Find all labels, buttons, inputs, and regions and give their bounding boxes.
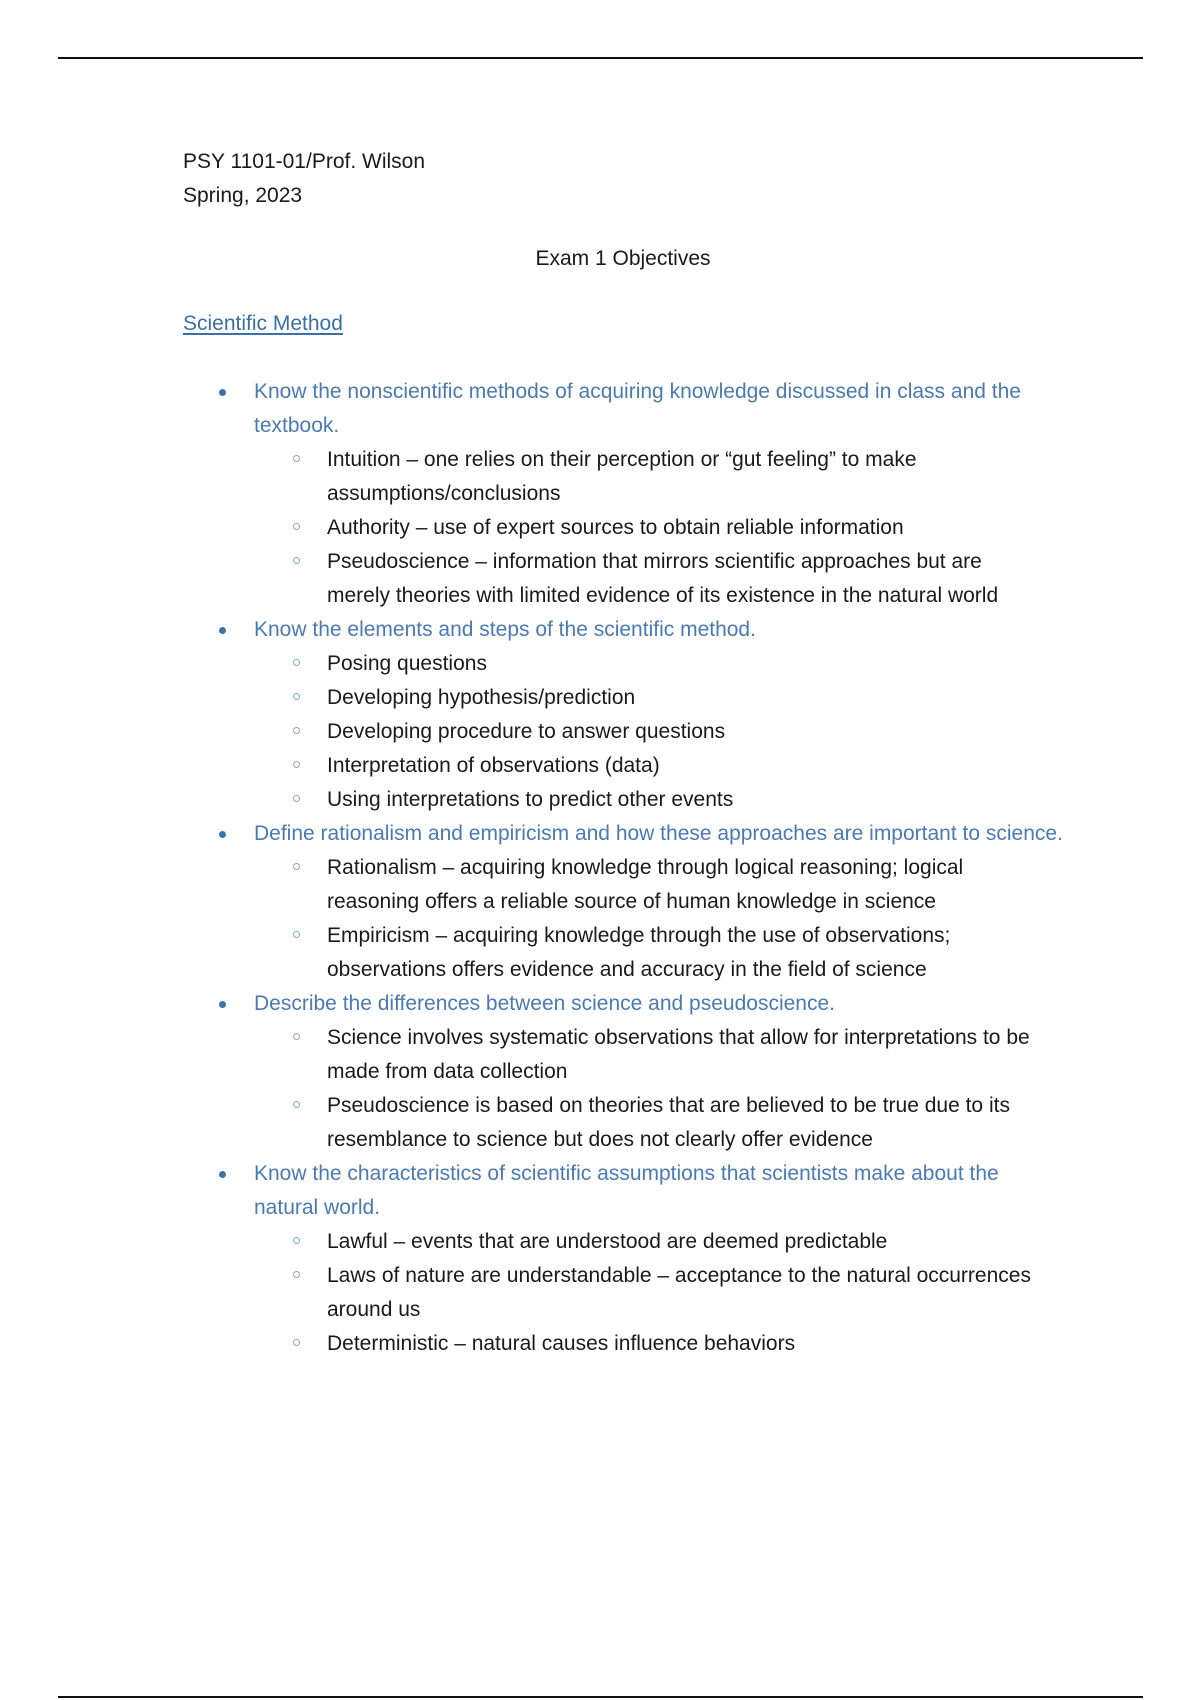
hollow-bullet-icon <box>293 1033 300 1040</box>
hollow-bullet-icon <box>293 1237 300 1244</box>
objective-details <box>254 1225 1063 1361</box>
detail-item <box>254 1259 1063 1327</box>
bullet-icon <box>219 831 226 838</box>
detail-text: Interpretation of observations (data) <box>327 754 660 777</box>
bullet-icon <box>219 627 226 634</box>
hollow-bullet-icon <box>293 1271 300 1278</box>
hollow-bullet-icon <box>293 557 300 564</box>
detail-item <box>254 443 1063 511</box>
detail-text: Developing procedure to answer questions <box>327 720 726 743</box>
page-title: Exam 1 Objectives <box>535 247 711 270</box>
detail-text: Intuition – one relies on their perception or “gut feeling” to make assumptions/conclusions <box>327 448 917 505</box>
hollow-bullet-icon <box>293 693 300 700</box>
detail-item <box>254 715 1063 749</box>
hollow-bullet-icon <box>293 1339 300 1346</box>
hollow-bullet-icon <box>293 761 300 768</box>
detail-item <box>254 1021 1063 1089</box>
hollow-bullet-icon <box>293 931 300 938</box>
objective-text: Describe the differences between science and pseudoscience. <box>254 992 835 1015</box>
objective-item <box>183 1157 1063 1361</box>
detail-item <box>254 647 1063 681</box>
detail-text: Pseudoscience – information that mirrors scientific approaches but are merely theories with limited evidence of its existence in the natural world <box>327 550 999 607</box>
detail-text: Developing hypothesis/prediction <box>327 686 636 709</box>
detail-item <box>254 681 1063 715</box>
objective-details <box>254 647 1063 817</box>
objective-item <box>183 613 1063 817</box>
detail-text: Using interpretations to predict other events <box>327 788 734 811</box>
section-heading: Scientific Method <box>183 312 343 335</box>
term-line: Spring, 2023 <box>183 184 303 207</box>
detail-text: Rationalism – acquiring knowledge through logical reasoning; logical reasoning offers a reliable source of human knowledge in science <box>327 856 964 913</box>
detail-text: Authority – use of expert sources to obtain reliable information <box>327 516 904 539</box>
bullet-icon <box>219 1171 226 1178</box>
hollow-bullet-icon <box>293 523 300 530</box>
detail-text: Science involves systematic observations that allow for interpretations to be made from data collection <box>327 1026 1030 1083</box>
bullet-icon <box>219 1001 226 1008</box>
top-rule <box>58 57 1143 59</box>
objective-item <box>183 375 1063 613</box>
hollow-bullet-icon <box>293 659 300 666</box>
bottom-rule <box>58 1696 1143 1698</box>
detail-text: Pseudoscience is based on theories that are believed to be true due to its resemblance to science but does not clearly offer evidence <box>327 1094 1010 1151</box>
detail-item <box>254 1089 1063 1157</box>
objective-text: Define rationalism and empiricism and how these approaches are important to science. <box>254 822 1063 845</box>
detail-text: Lawful – events that are understood are deemed predictable <box>327 1230 888 1253</box>
hollow-bullet-icon <box>293 727 300 734</box>
objective-details <box>254 1021 1063 1157</box>
objectives-list <box>183 375 1063 1361</box>
objective-item <box>183 817 1063 987</box>
hollow-bullet-icon <box>293 1101 300 1108</box>
detail-item <box>254 1225 1063 1259</box>
objective-text: Know the characteristics of scientific assumptions that scientists make about the natural world. <box>254 1162 999 1219</box>
detail-item <box>254 1327 1063 1361</box>
document-page <box>183 145 1063 1361</box>
detail-text: Empiricism – acquiring knowledge through the use of observations; observations offers evidence and accuracy in the field of science <box>327 924 951 981</box>
objective-text: Know the elements and steps of the scientific method. <box>254 618 756 641</box>
detail-item <box>254 749 1063 783</box>
detail-text: Laws of nature are understandable – acceptance to the natural occurrences around us <box>327 1264 1031 1321</box>
detail-item <box>254 545 1063 613</box>
objective-details <box>254 443 1063 613</box>
bullet-icon <box>219 389 226 396</box>
hollow-bullet-icon <box>293 795 300 802</box>
detail-text: Posing questions <box>327 652 487 675</box>
objective-text: Know the nonscientific methods of acquiring knowledge discussed in class and the textbook. <box>254 380 1021 437</box>
course-line: PSY 1101-01/Prof. Wilson <box>183 150 426 173</box>
detail-item <box>254 851 1063 919</box>
hollow-bullet-icon <box>293 455 300 462</box>
detail-item <box>254 919 1063 987</box>
detail-item <box>254 783 1063 817</box>
detail-item <box>254 511 1063 545</box>
detail-text: Deterministic – natural causes influence behaviors <box>327 1332 796 1355</box>
hollow-bullet-icon <box>293 863 300 870</box>
objective-details <box>254 851 1063 987</box>
objective-item <box>183 987 1063 1157</box>
